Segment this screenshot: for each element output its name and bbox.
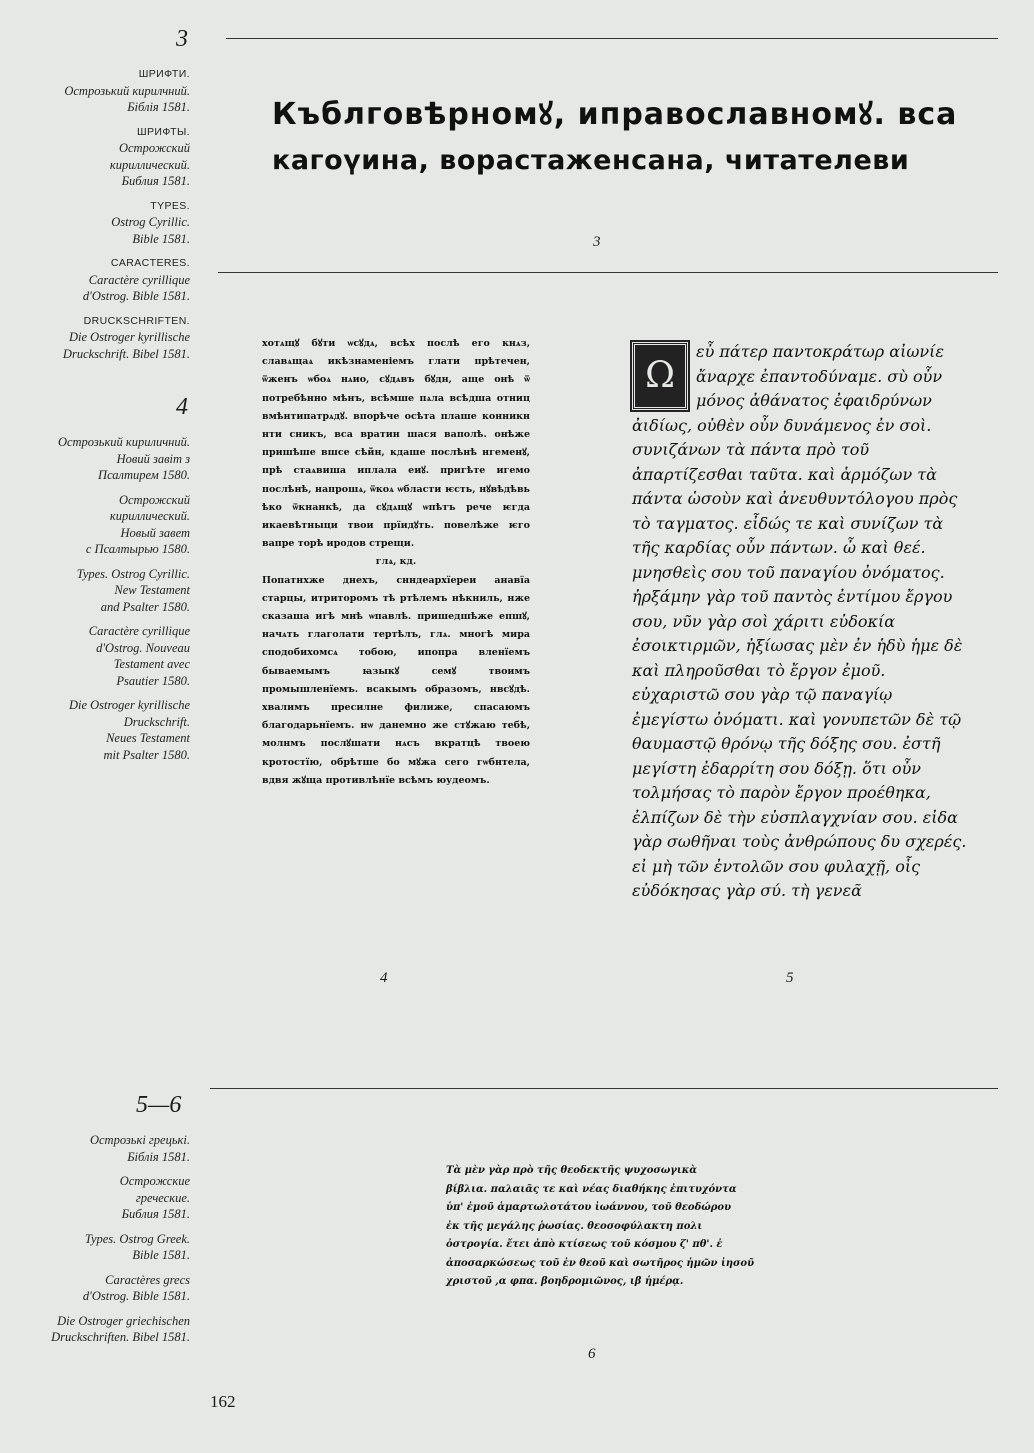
- caption-entry: [0, 1231, 190, 1264]
- caption-line: d'Ostrog. Bible 1581.: [82, 1289, 190, 1303]
- caption-line: Caractères grecs: [105, 1272, 190, 1287]
- caption-entry: [0, 623, 190, 689]
- caption-heading: ШРИФТЫ.: [137, 125, 190, 138]
- caption-line: греческие.: [135, 1190, 190, 1205]
- section-number-5-6: 5—6: [136, 1092, 182, 1118]
- slavonic-chapter-heading: глѧ, кд.: [375, 556, 417, 568]
- divider-bottom: [210, 1088, 998, 1089]
- caption-line: Новий завіт з: [116, 451, 190, 466]
- slavonic-text-block: [262, 335, 530, 790]
- greek-small-line: χριστοῦ ,α φπα. βοηδρομιῶνος, ιβ ἡμέρᾳ.: [446, 1276, 684, 1287]
- caption-line: Types. Ostrog Greek.: [84, 1231, 190, 1246]
- caption-line: Die Ostroger griechischen: [57, 1313, 190, 1328]
- caption-entry: [0, 492, 190, 558]
- caption-line: Druckschrift.: [123, 714, 190, 729]
- caption-line: Ostrog Cyrillic.: [111, 215, 190, 229]
- slavonic-heading-line-2: кагоүина, ворастаженсана, читателеви: [272, 145, 910, 176]
- section-number-3: 3: [176, 26, 188, 52]
- caption-line: Острожские: [119, 1174, 190, 1188]
- caption-line: Острозький кириличний.: [57, 435, 190, 449]
- caption-entry: [0, 434, 190, 484]
- greek-small-line: Τὰ μὲν γὰρ πρὸ τῆς θεοδεκτῆς ψυχοσωγικὰ: [446, 1165, 697, 1176]
- caption-entry: [0, 1132, 190, 1165]
- caption-line: Psautier 1580.: [116, 673, 190, 688]
- section-number-4: 4: [176, 394, 188, 420]
- caption-line: Острозькі грецькі.: [89, 1133, 190, 1147]
- caption-section-5-6: [0, 1132, 190, 1354]
- caption-entry: [0, 697, 190, 763]
- caption-line: Druckschriften. Bibel 1581.: [51, 1330, 190, 1344]
- greek-small-line: βίβλια. παλαιᾶς τε καὶ νέας διαθήκης ἐπιτυχόντα: [446, 1183, 737, 1195]
- greek-small-line: ὀστρογία. ἔτει ἀπὸ κτίσεως τοῦ κόσμου ζ' πθ'. ἐ: [446, 1239, 723, 1250]
- slavonic-heading-line-1: Къблговѣрномꙋ, ипрaвославномꙋ. вса: [272, 97, 958, 132]
- slavonic-heading: [272, 92, 972, 176]
- slavonic-paragraph-1: хотѧщꙋ бꙋти ѡсꙋдѧ, всѣх послѣ его кнѧз, славѧщаѧ икѣзнаменіемъ глати прѣтечен, ѿженъ ѡбоѧ нѧио, сꙋдѧвъ бꙋдн, аще онѣ ѿ потребѣнно мѣнъ, всѣмше пѧла всѣдша отниц вмѣнтипатрѧдꙋ. впорѣче осѣта плаше конникн нти сникъ, вса вратин шася ваполѣ. онѣже пришѣше вшсе сѣйн, кдаше послѣнѣ нгеменꙋ, прѣ стаѧвиша иплала еиꙋ. пригѣте игемо послѣнѣ, напрошѧ, ѿкоѧ ѡбласти ѥсть, нꙋвѣдѣвь ѣко ѿкнанкѣ, да сꙋдѧщꙋ ѡпѣтъ рече ѥгда икаевѣтныци твои прїидꙋть. повелѣже ѥго вапре торѣ иродов стрещи.: [262, 338, 530, 550]
- caption-heading: TYPES.: [150, 199, 190, 212]
- caption-line: кириллический.: [109, 157, 190, 172]
- caption-line: Новый завет: [120, 525, 190, 540]
- caption-line: Die Ostroger kyrillische: [68, 330, 190, 344]
- divider-mid: [218, 272, 998, 273]
- caption-line: mit Psalter 1580.: [103, 747, 190, 762]
- caption-line: Types. Ostrog Cyrillic.: [76, 566, 190, 581]
- caption-line: Библия 1581.: [121, 174, 190, 188]
- caption-entry: [0, 313, 190, 363]
- caption-line: Библия 1581.: [121, 1207, 190, 1221]
- caption-line: d'Ostrog. Nouveau: [96, 640, 190, 655]
- illustration-label-6: 6: [588, 1346, 596, 1362]
- caption-line: кириллический.: [109, 509, 190, 523]
- caption-entry: [0, 255, 190, 305]
- caption-line: and Psalter 1580.: [100, 599, 190, 614]
- caption-line: New Testament: [114, 583, 190, 597]
- caption-entry: [0, 66, 190, 116]
- caption-line: Druckschrift. Bibel 1581.: [62, 346, 190, 361]
- caption-line: Caractère cyrillique: [88, 272, 190, 287]
- caption-line: с Псалтырью 1580.: [85, 542, 190, 556]
- caption-entry: [0, 124, 190, 190]
- caption-section-3: [0, 66, 190, 370]
- greek-small-line: ἀποσαρκώσεως τοῦ ἐν θεοῦ καὶ σωτῆρος ἡμῶν ἰησοῦ: [446, 1257, 755, 1269]
- caption-line: Біблія 1581.: [127, 100, 190, 114]
- greek-small-line: ὑπ' ἐμοῦ ἁμαρτωλοτάτου ἰωάννου, τοῦ θεοδώρου: [446, 1202, 732, 1213]
- illustration-label-5: 5: [786, 970, 794, 986]
- caption-line: d'Ostrog. Bible 1581.: [82, 289, 190, 303]
- caption-entry: [0, 1272, 190, 1305]
- greek-text-block-small: [446, 1162, 766, 1292]
- caption-heading: CARACTERES.: [110, 257, 190, 269]
- caption-line: Neues Testament: [106, 731, 190, 745]
- caption-line: Caractère cyrillique: [88, 624, 190, 638]
- illustration-label-4: 4: [380, 970, 388, 986]
- ornamental-initial: Ω: [632, 342, 688, 410]
- greek-paragraph: εὖ πάτερ παντοκράτωρ αἰωνίε ἄναρχε ἐπαντοδύναμε. σὺ οὖν μόνος ἀθάνατος ἐφαιδρύνων ἀιδίως, οὐθὲν οὖν δυνάμενος ἐν σοὶ. συνιζάνων τὰ πάντα πρὸ τοῦ ἀπαρτίζεσθαι ταῦτα. καὶ ἁρμόζων τὰ πάντα ὡσοὺν καὶ ἀνευθυντόλογου πρὸς τὸ ταγματος. εἶδώς τε καὶ συνίζων τὰ τῆς καρδίας οὖν πάντων. ὦ καὶ θεέ. μνησθεὶς σου τοῦ παναγίου ὀνόματος. ἠρξάμην γὰρ τοῦ παντὸς ἐντίμου ἔργου σου, νῦν γὰρ σοὶ χάριτι εὐδοκία ἐσοικτιρμῶν, ἠξίωσας μὲν ἐν ἡδὺ ἡμε δὲ καὶ πληροῦσθαι τὸ ἔργον ἐμοῦ. εὐχαριστῶ σου γὰρ τῷ παναγίῳ ἐμεγίστω ὀνόματι. καὶ γονυπετῶν δὲ τῷ θαυμαστῷ θρόνῳ τῆς δόξης σου. ἐστῆ μεγίστη ἐδαρρίτη σου δόξῃ. ὅτι οὖν τολμήσας τὸ παρὸν ἔργον προέθηκα, ἐλπίζων δὲ τὴν εὐσπλαγχνίαν σου. εἰδα γὰρ σωθῆναι τοὺς ἀνθρώπους δυ σχερές. εἰ μὴ τῶν ἐντολῶν σου φυλαχῇ, οἷς εὐδόκησας γὰρ σύ. τὴ γενεᾶ: [632, 342, 967, 900]
- caption-line: Острожский: [118, 492, 190, 507]
- caption-line: Острожский: [118, 141, 190, 155]
- divider-top: [226, 38, 998, 39]
- caption-line: Псалтирем 1580.: [98, 468, 190, 482]
- caption-entry: [0, 198, 190, 248]
- caption-entry: [0, 1173, 190, 1223]
- caption-entry: [0, 566, 190, 616]
- greek-text-block-large: [632, 340, 972, 904]
- caption-heading: DRUCKSCHRIFTEN.: [83, 314, 190, 327]
- illustration-label-3: 3: [593, 234, 601, 250]
- page-number: 162: [210, 1392, 236, 1411]
- caption-line: Testament avec: [113, 657, 190, 671]
- caption-line: Острозький кирилчний.: [64, 83, 190, 98]
- caption-heading: ШРИФТИ.: [138, 68, 190, 80]
- caption-entry: [0, 1313, 190, 1346]
- greek-small-line: ἐκ τῆς μεγάλης ῥωσίας. θεοσοφύλακτη πολι: [446, 1220, 703, 1232]
- caption-line: Bible 1581.: [132, 231, 190, 246]
- caption-line: Bible 1581.: [132, 1248, 190, 1262]
- caption-line: Die Ostroger kyrillische: [68, 698, 190, 712]
- slavonic-paragraph-2: Попатнхже днехъ, снндеархїереи анавїа старцы, итриторомъ тѣ ртѣлемъ нѣкниль, нже сказаша игѣ мнѣ ѡпавлѣ. пришедшѣже епшꙋ, начѧть глаголати тертѣлъ, глѧ. многѣ мира сподобихомсѧ тобою, ипопра вленїемъ бываемымъ ꙗзыкꙋ семꙋ твоимъ промышленїемъ. всакымъ образомъ, нвсꙋдѣ. хвалимъ пресилне филиже, спасаюмъ благодарьнїемъ. нѡ данемно же стꙋжаю тебѣ, молнмъ послꙋшати нѧсъ вкратцѣ твоею кротостїю, обрѣтше бо мꙋжа сего гѡбнтела, вдвя жꙋща противлѣнїе всѣмъ юудеомъ.: [262, 574, 530, 786]
- caption-section-4: [0, 434, 190, 771]
- caption-line: Біблія 1581.: [127, 1149, 190, 1164]
